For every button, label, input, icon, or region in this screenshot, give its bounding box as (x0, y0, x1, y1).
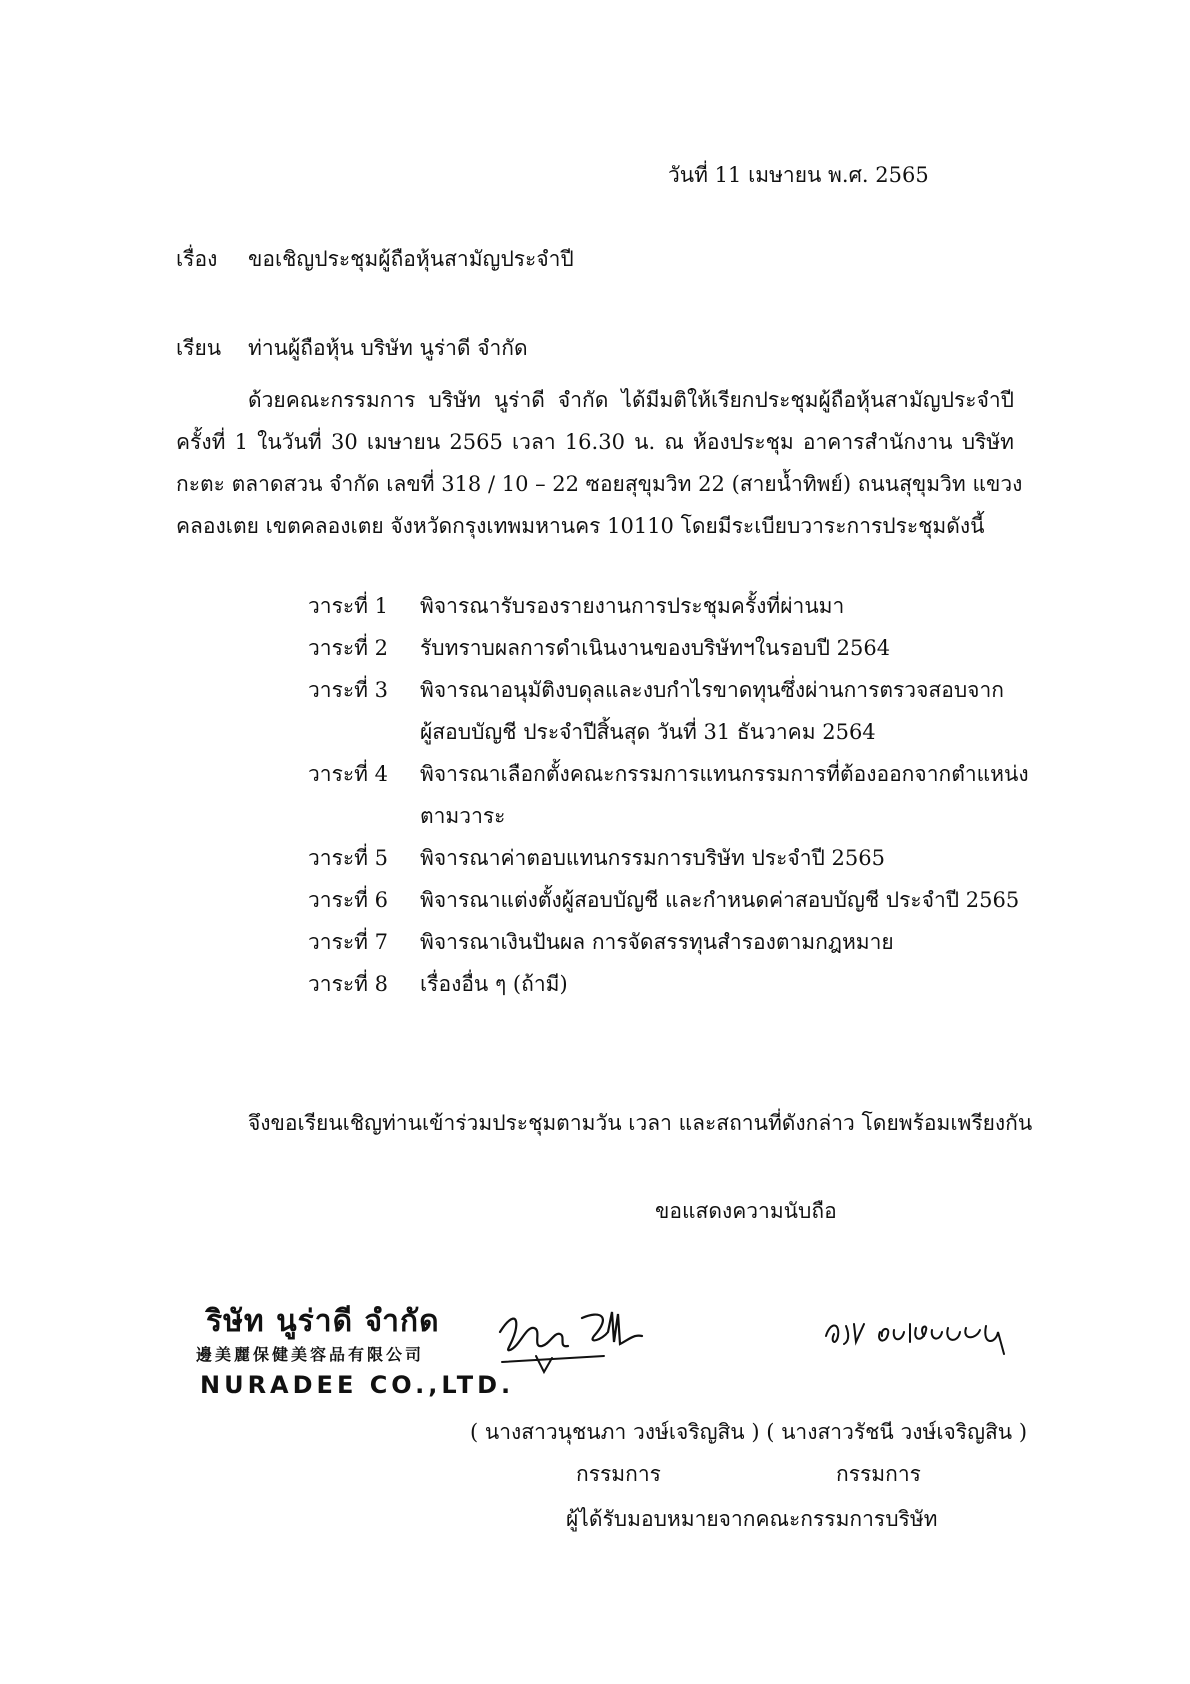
agenda-item: พิจารณาแต่งตั้งผู้สอบบัญชี และกำหนดค่าสอบบัญชี ประจำปี 2565 (420, 888, 1020, 912)
company-stamp (196, 1304, 515, 1414)
body-line: ด้วยคณะกรรมการ บริษัท นูร่าดี จำกัด ได้มีมติให้เรียกประชุมผู้ถือหุ้นสามัญประจำปี (248, 388, 1014, 412)
subject-text: ขอเชิญประชุมผู้ถือหุ้นสามัญประจำปี (248, 247, 574, 271)
agenda-item-cont: ตามวาระ (420, 804, 506, 828)
agenda-item: พิจารณาค่าตอบแทนกรรมการบริษัท ประจำปี 2565 (420, 846, 885, 870)
agenda-label: วาระที่ 5 (308, 846, 389, 870)
signature-1 (496, 1306, 656, 1386)
agenda-label: วาระที่ 3 (308, 678, 389, 702)
agenda-label: วาระที่ 7 (308, 930, 389, 954)
signatory-names: ( นางสาวนุชนภา วงษ์เจริญสิน ) ( นางสาวรัชนี วงษ์เจริญสิน ) (470, 1420, 1028, 1444)
agenda-label: วาระที่ 4 (308, 762, 389, 786)
letter-date: วันที่ 11 เมษายน พ.ศ. 2565 (668, 163, 929, 187)
body-line: คลองเตย เขตคลองเตย จังหวัดกรุงเทพมหานคร 10110 โดยมีระเบียบวาระการประชุมดังนี้ (176, 514, 985, 538)
body-line: ครั้งที่ 1 ในวันที่ 30 เมษายน 2565 เวลา 16.30 น. ณ ห้องประชุม อาคารสำนักงาน บริษัท (176, 430, 1014, 454)
subject-label: เรื่อง (176, 247, 218, 271)
agenda-label: วาระที่ 8 (308, 972, 389, 996)
regards-text: ขอแสดงความนับถือ (655, 1199, 837, 1223)
agenda-label: วาระที่ 1 (308, 594, 389, 618)
agenda-item: รับทราบผลการดำเนินงานของบริษัทฯในรอบปี 2564 (420, 636, 891, 660)
agenda-item: เรื่องอื่น ๆ (ถ้ามี) (420, 972, 568, 996)
agenda-label: วาระที่ 6 (308, 888, 389, 912)
closing-sentence: จึงขอเรียนเชิญท่านเข้าร่วมประชุมตามวัน เวลา และสถานที่ดังกล่าว โดยพร้อมเพรียงกัน (248, 1111, 1033, 1135)
agenda-item: พิจารณาอนุมัติงบดุลและงบกำไรขาดทุนซึ่งผ่านการตรวจสอบจาก (420, 678, 1004, 702)
agenda-label: วาระที่ 2 (308, 636, 389, 660)
agenda-item-cont: ผู้สอบบัญชี ประจำปีสิ้นสุด วันที่ 31 ธันวาคม 2564 (420, 720, 876, 744)
authorized-by-board: ผู้ได้รับมอบหมายจากคณะกรรมการบริษัท (566, 1507, 938, 1531)
signatory-2-role: กรรมการ (836, 1462, 921, 1486)
signatory-1-role: กรรมการ (576, 1462, 661, 1486)
stamp-english-name: NURADEE CO.,LTD. (200, 1371, 515, 1399)
signature-2 (820, 1306, 1020, 1366)
recipient-label: เรียน (176, 336, 222, 360)
stamp-thai-name: ริษัท นูร่าดี จำกัด (206, 1304, 440, 1339)
agenda-item: พิจารณารับรองรายงานการประชุมครั้งที่ผ่านมา (420, 594, 845, 618)
agenda-item: พิจารณาเงินปันผล การจัดสรรทุนสำรองตามกฎหมาย (420, 930, 894, 954)
agenda-item: พิจารณาเลือกตั้งคณะกรรมการแทนกรรมการที่ต้องออกจากตำแหน่ง (420, 762, 1029, 786)
body-line: กะตะ ตลาดสวน จำกัด เลขที่ 318 / 10 – 22 ซอยสุขุมวิท 22 (สายน้ำทิพย์) ถนนสุขุมวิท แขวง (176, 472, 1023, 496)
recipient-text: ท่านผู้ถือหุ้น บริษัท นูร่าดี จำกัด (248, 336, 528, 360)
stamp-chinese-name: 邊美麗保健美容品有限公司 (196, 1345, 425, 1364)
